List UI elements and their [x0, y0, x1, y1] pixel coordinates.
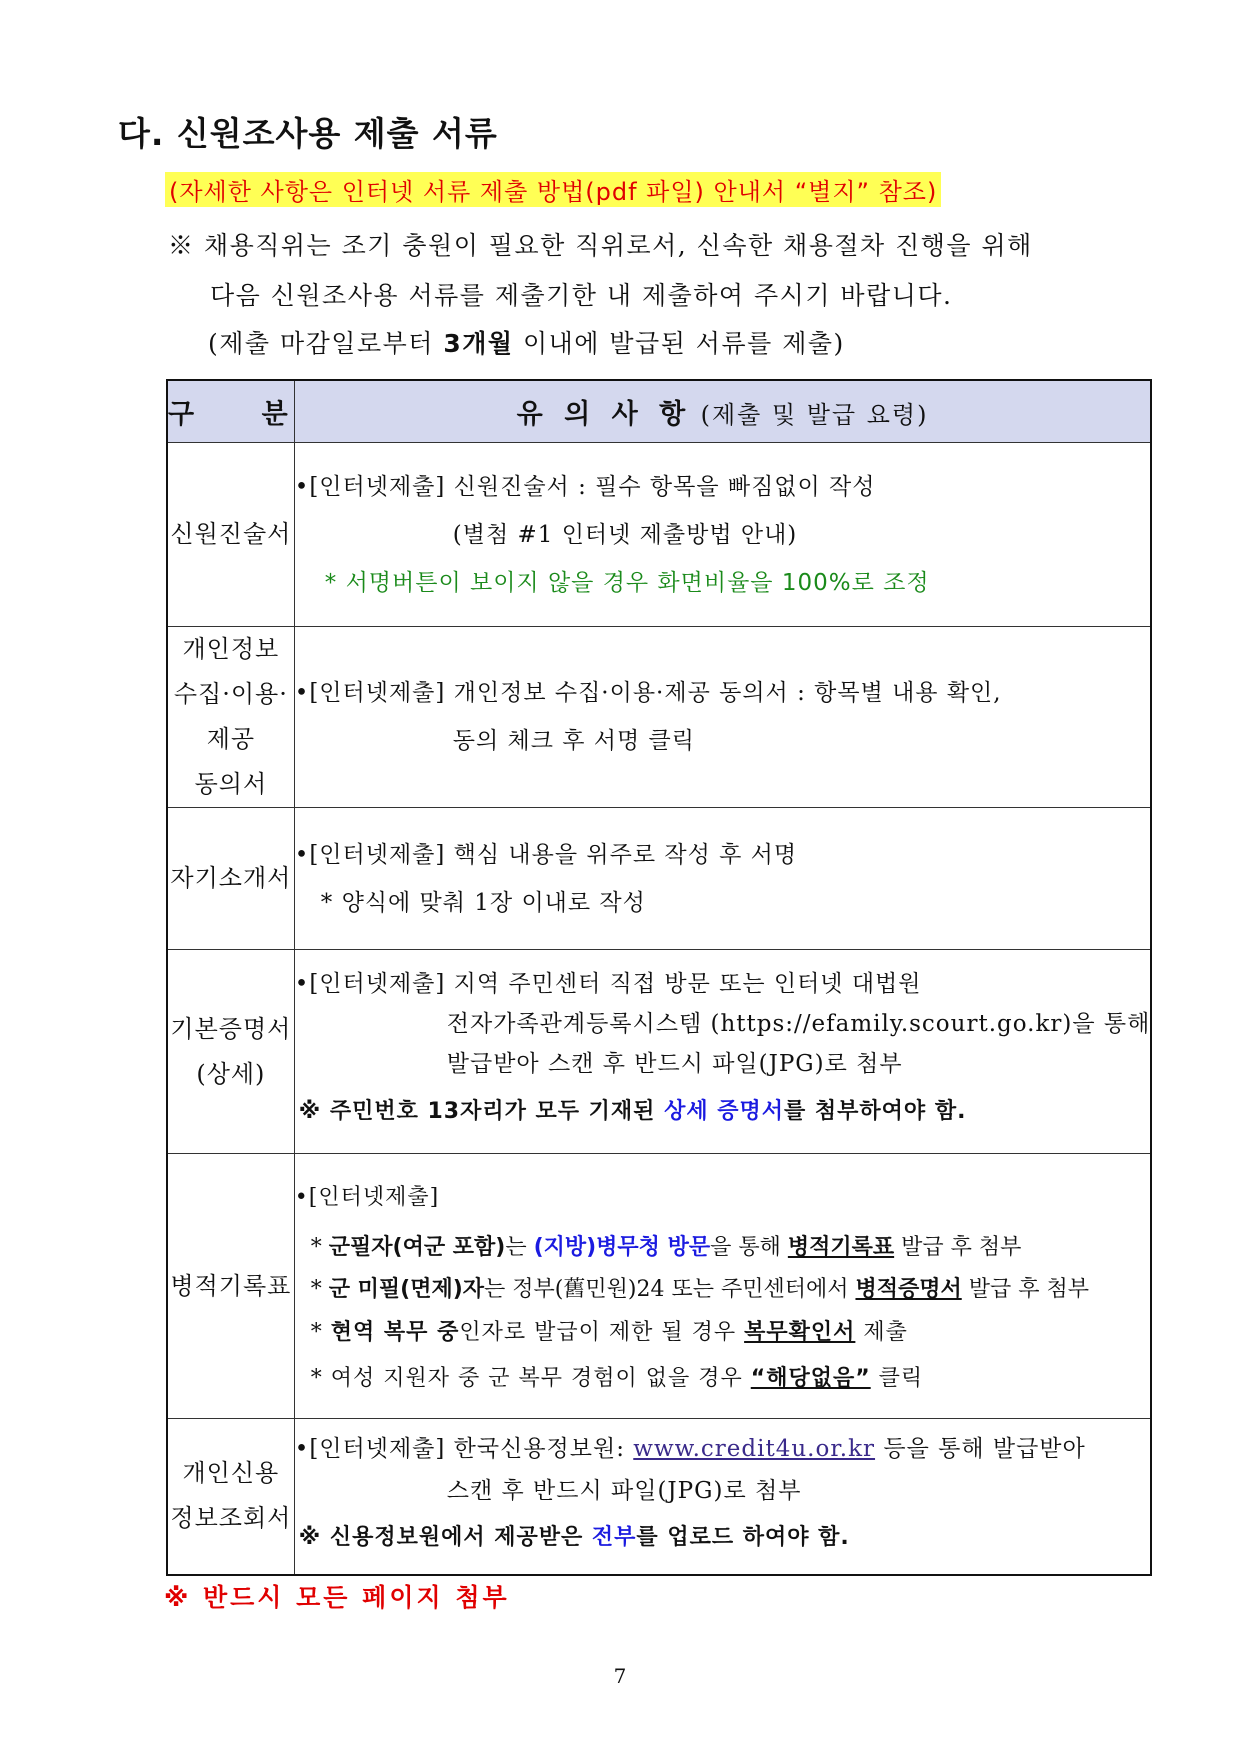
table-row [167, 1154, 1151, 1419]
required-documents-table [166, 379, 1152, 1576]
row-notes [294, 808, 1151, 950]
row-notes [294, 1419, 1151, 1575]
note-line: •[인터넷제출] 지역 주민센터 직접 방문 또는 인터넷 대법원 [294, 970, 922, 997]
table-row [167, 443, 1151, 627]
note-line: * 군 미필(면제)자는 정부(舊민원)24 또는 주민센터에서 병적증명서 발급 후 첨부 [310, 1277, 1089, 1302]
note-line: 동의 체크 후 서명 클릭 [452, 728, 695, 754]
row-category: 신원진술서 [167, 443, 294, 627]
final-notice: ※ 반드시 모든 페이지 첨부 [164, 1583, 510, 1612]
row-category: 개인정보 수집·이용·제공 동의서 [167, 627, 294, 808]
note-line: •[인터넷제출] 핵심 내용을 위주로 작성 후 서명 [294, 841, 798, 868]
table-row [167, 1419, 1151, 1575]
table-header-row [167, 380, 1151, 443]
note-line-green: * 서명버튼이 보이지 않을 경우 화면비율을 100%로 조정 [324, 569, 930, 596]
note-line: 전자가족관계등록시스템 (https://efamily.scourt.go.kr)을 통해 [446, 1010, 1151, 1037]
table-row [167, 950, 1151, 1154]
highlight-notice: (자세한 사항은 인터넷 서류 제출 방법(pdf 파일) 안내서 “별지” 참조) [165, 172, 941, 207]
note-line: 스캔 후 반드시 파일(JPG)로 첨부 [446, 1478, 802, 1505]
note-line: •[인터넷제출] 신원진술서 : 필수 항목을 빠짐없이 작성 [294, 473, 876, 500]
table-row [167, 627, 1151, 808]
row-notes [294, 1154, 1151, 1419]
credit4u-link[interactable]: www.credit4u.or.kr [633, 1436, 876, 1463]
period-emphasis: 3개월 [443, 329, 514, 358]
row-notes [294, 627, 1151, 808]
page-number: 7 [613, 1664, 627, 1688]
row-notes [294, 950, 1151, 1154]
row-notes [294, 443, 1151, 627]
section-heading: 다. 신원조사용 제출 서류 [118, 114, 498, 153]
intro-line-1: ※ 채용직위는 조기 충원이 필요한 직위로서, 신속한 채용절차 진행을 위해 [168, 231, 1033, 260]
note-line: * 여성 지원자 중 군 복무 경험이 없을 경우 “해당없음” 클릭 [310, 1366, 924, 1391]
row-category: 기본증명서 (상세) [167, 950, 294, 1154]
note-line: •[인터넷제출] [294, 1185, 440, 1210]
note-line: * 양식에 맞춰 1장 이내로 작성 [320, 889, 646, 916]
table-row [167, 808, 1151, 950]
row-category: 자기소개서 [167, 808, 294, 950]
intro-line-2: 다음 신원조사용 서류를 제출기한 내 제출하여 주시기 바랍니다. [210, 281, 953, 310]
intro-line-3: (제출 마감일로부터 3개월 이내에 발급된 서류를 제출) [208, 329, 845, 358]
warning-line: ※ 주민번호 13자리가 모두 기재된 상세 증명서를 첨부하여야 함. [298, 1098, 967, 1124]
note-line: •[인터넷제출] 개인정보 수집·이용·제공 동의서 : 항목별 내용 확인, [294, 680, 1002, 706]
note-line: •[인터넷제출] 한국신용정보원: www.credit4u.or.kr 등을 통해 발급받아 [294, 1436, 1086, 1463]
warning-line: ※ 신용정보원에서 제공받은 전부를 업로드 하여야 함. [298, 1525, 850, 1551]
row-category: 개인신용 정보조회서 [167, 1419, 294, 1575]
note-line: 발급받아 스캔 후 반드시 파일(JPG)로 첨부 [446, 1050, 903, 1077]
header-category: 구 분 [167, 380, 294, 443]
row-category: 병적기록표 [167, 1154, 294, 1419]
note-line: (별첨 #1 인터넷 제출방법 안내) [452, 521, 798, 548]
note-line: * 군필자(여군 포함)는 (지방)병무청 방문을 통해 병적기록표 발급 후 첨부 [310, 1235, 1022, 1260]
note-line: * 현역 복무 중인자로 발급이 제한 될 경우 복무확인서 제출 [310, 1320, 908, 1345]
header-notes: 유 의 사 항 (제출 및 발급 요령) [294, 380, 1151, 443]
